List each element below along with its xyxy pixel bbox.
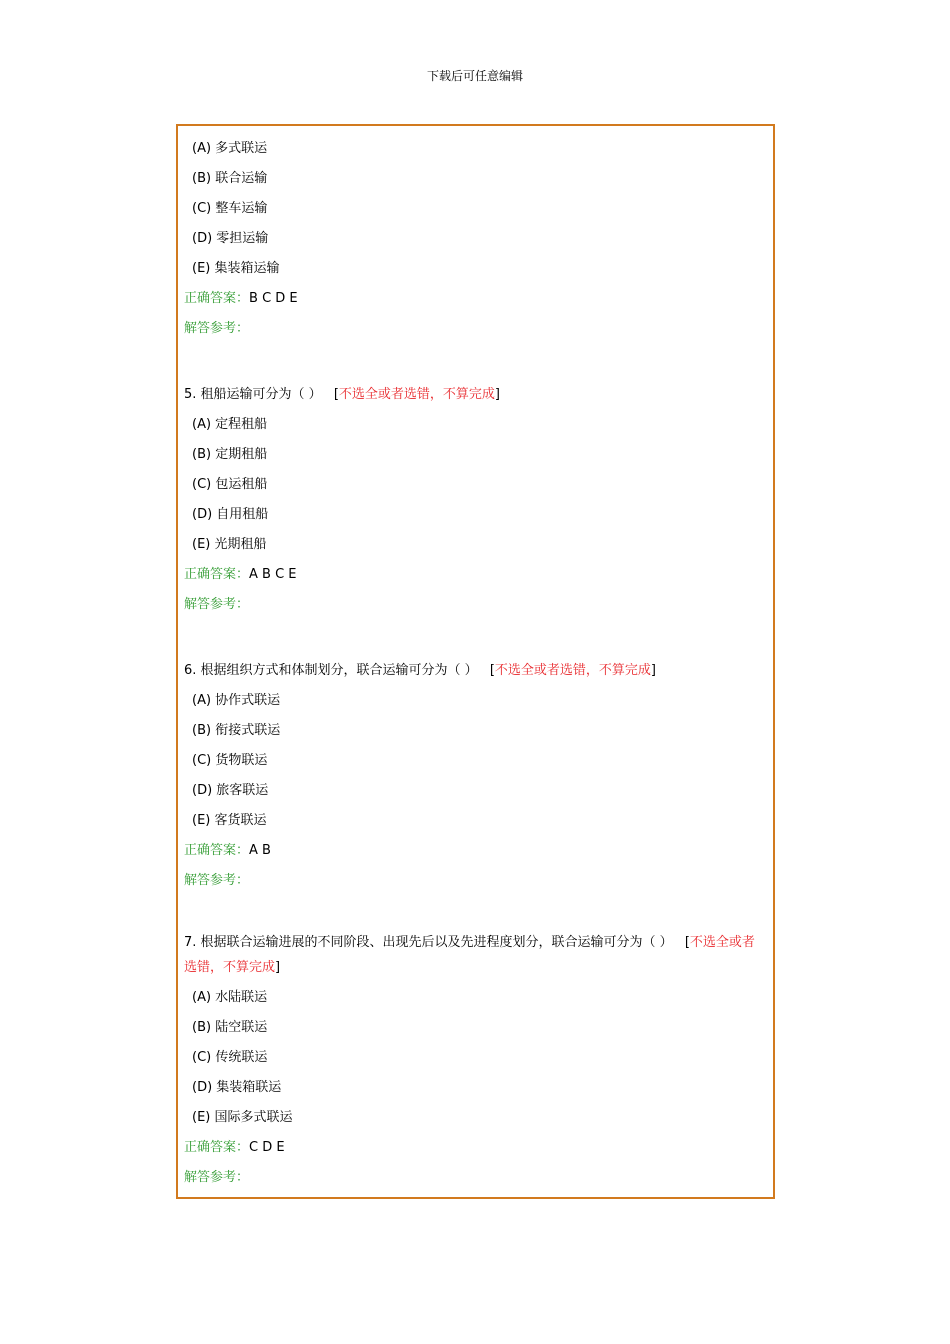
q5-option-d: (D) 自用租船 — [192, 507, 269, 522]
answer-value: A B C E — [249, 567, 297, 582]
page-header: 下载后可任意编辑 — [426, 69, 523, 83]
answer-label: 正确答案： — [184, 567, 250, 582]
q5-answer — [184, 566, 297, 584]
q7-option-b: (B) 陆空联运 — [192, 1020, 268, 1035]
q5-option-b: (B) 定期租船 — [192, 447, 268, 462]
note-open: [ — [684, 935, 690, 950]
q7-option-d: (D) 集装箱联运 — [192, 1080, 282, 1095]
q5-option-c: (C) 包运租船 — [192, 477, 268, 492]
q4-option-a: (A) 多式联运 — [192, 141, 268, 156]
note-close: ] — [494, 387, 500, 402]
q4-explain-label: 解答参考： — [184, 321, 250, 336]
completion-note: 不选全或者选错，不算完成 — [494, 663, 651, 678]
question-panel — [176, 124, 775, 1199]
q7-explain-label: 解答参考： — [184, 1170, 250, 1185]
q6-question — [184, 662, 656, 680]
completion-note: 不选全或者选错，不算完成 — [338, 387, 495, 402]
answer-value: A B — [249, 843, 271, 858]
q5-question — [184, 386, 500, 404]
q6-option-d: (D) 旅客联运 — [192, 783, 269, 798]
question-text: 5. 租船运输可分为（ ） — [184, 387, 322, 402]
question-text: 6. 根据组织方式和体制划分，联合运输可分为（ ） — [184, 663, 478, 678]
q6-answer — [184, 842, 271, 860]
q7-option-a: (A) 水陆联运 — [192, 990, 268, 1005]
answer-label: 正确答案： — [184, 1140, 250, 1155]
answer-value: C D E — [249, 1140, 285, 1155]
note-close: ] — [275, 960, 281, 975]
q4-option-b: (B) 联合运输 — [192, 171, 268, 186]
answer-label: 正确答案： — [184, 843, 250, 858]
note-open: [ — [333, 387, 339, 402]
note-close: ] — [650, 663, 656, 678]
q7-option-e: (E) 国际多式联运 — [192, 1110, 293, 1125]
completion-note: 不选全或者选错，不算完成 — [184, 935, 755, 975]
q7-option-c: (C) 传统联运 — [192, 1050, 268, 1065]
q4-option-c: (C) 整车运输 — [192, 201, 268, 216]
q4-option-e: (E) 集装箱运输 — [192, 261, 280, 276]
answer-value: B C D E — [249, 291, 298, 306]
q6-option-b: (B) 衔接式联运 — [192, 723, 281, 738]
q7-question — [184, 930, 766, 980]
q6-option-e: (E) 客货联运 — [192, 813, 267, 828]
q4-option-d: (D) 零担运输 — [192, 231, 269, 246]
q4-answer — [184, 290, 298, 308]
q6-explain-label: 解答参考： — [184, 873, 250, 888]
q5-option-e: (E) 光期租船 — [192, 537, 267, 552]
note-open: [ — [489, 663, 495, 678]
q5-explain-label: 解答参考： — [184, 597, 250, 612]
answer-label: 正确答案： — [184, 291, 250, 306]
q5-option-a: (A) 定程租船 — [192, 417, 268, 432]
q6-option-a: (A) 协作式联运 — [192, 693, 281, 708]
q6-option-c: (C) 货物联运 — [192, 753, 268, 768]
question-text: 7. 根据联合运输进展的不同阶段、出现先后以及先进程度划分，联合运输可分为（ ） — [184, 935, 673, 950]
q7-answer — [184, 1139, 285, 1157]
